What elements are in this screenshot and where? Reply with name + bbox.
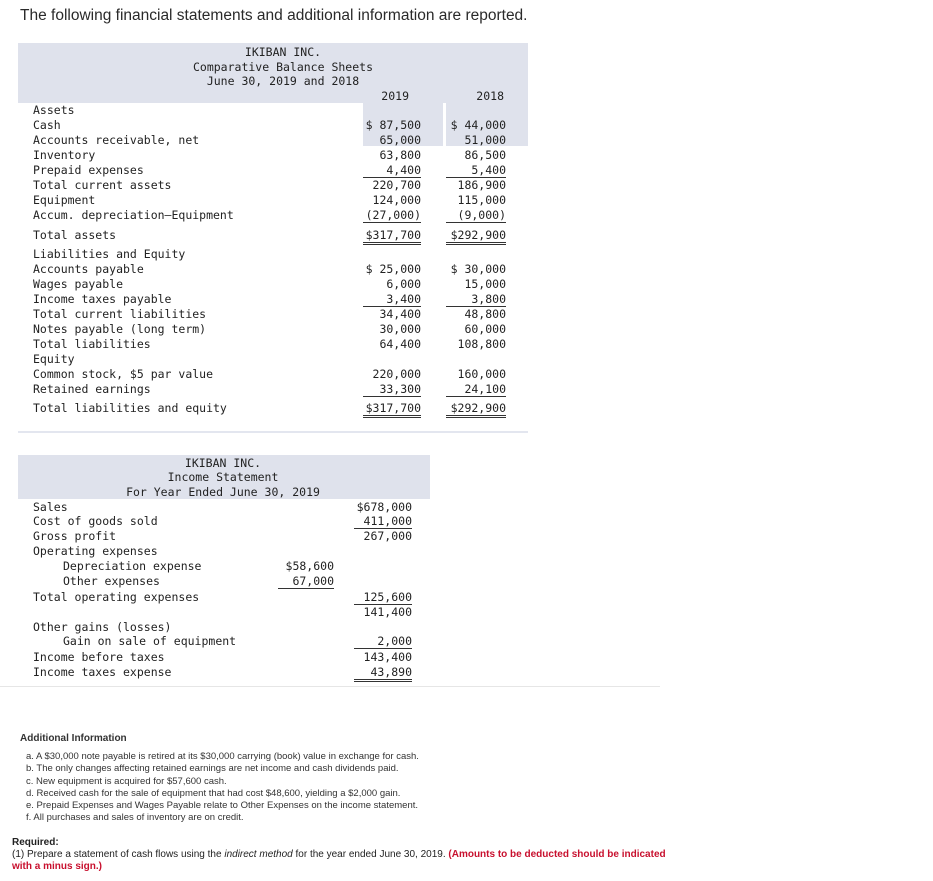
- balance-sheet-value-2018: 86,500: [464, 148, 506, 162]
- additional-info-item: b. The only changes affecting retained earnings are net income and cash dividends paid.: [26, 763, 399, 775]
- indirect-method-text: indirect method: [224, 849, 293, 860]
- intro-text: The following financial statements and additional information are reported.: [20, 7, 528, 24]
- minus-sign-note: (Amounts to be deducted should be indicated with a minus sign.): [12, 849, 666, 872]
- balance-sheet-row-label: Assets: [33, 103, 75, 117]
- balance-sheet-row-label: Equipment: [33, 193, 96, 207]
- required-instruction: [12, 849, 672, 873]
- income-statement-inner-value: 67,000: [278, 574, 334, 589]
- balance-sheet-row-label: Total current assets: [33, 178, 172, 192]
- required-part1: (1) Prepare a statement of cash flows using the: [12, 849, 225, 860]
- balance-sheet-value-2018: 48,800: [464, 307, 506, 321]
- income-statement-total-value: 2,000: [354, 634, 412, 649]
- balance-sheet-value-2019: 124,000: [372, 193, 421, 207]
- income-statement-total-value: 141,400: [363, 605, 412, 619]
- income-statement-inner-value: $58,600: [285, 559, 334, 573]
- balance-sheet-value-2019: 3,400: [363, 292, 421, 307]
- balance-sheet-row-label: Total liabilities and equity: [33, 401, 227, 415]
- income-statement-total-value: 267,000: [363, 529, 412, 543]
- balance-sheet-company: IKIBAN INC.: [244, 45, 322, 59]
- balance-sheet-value-2019: 63,800: [379, 148, 421, 162]
- balance-sheet-row-label: Wages payable: [33, 277, 124, 291]
- balance-sheet-value-2018: $ 44,000: [450, 118, 506, 132]
- balance-sheet-row-label: Income taxes payable: [33, 292, 172, 306]
- required-heading: Required:: [12, 837, 59, 848]
- balance-sheet-value-2019: 4,400: [363, 163, 421, 178]
- balance-sheet-value-2018: 51,000: [464, 133, 506, 147]
- required-section: [12, 837, 672, 873]
- balance-sheet-row-label: Common stock, $5 par value: [33, 367, 214, 381]
- balance-sheet-value-2019: 33,300: [363, 382, 421, 397]
- income-statement-total-value: 125,600: [354, 590, 412, 605]
- balance-sheet: [18, 43, 528, 433]
- income-statement-row-label: Depreciation expense: [63, 559, 202, 573]
- balance-sheet-value-2018: 15,000: [464, 277, 506, 291]
- balance-sheet-row-label: Retained earnings: [33, 382, 151, 396]
- income-statement: [18, 455, 430, 685]
- balance-sheet-row-label: Total current liabilities: [33, 307, 207, 321]
- balance-sheet-row-label: Accounts receivable, net: [33, 133, 200, 147]
- income-statement-row-label: Sales: [33, 500, 68, 514]
- balance-sheet-row-label: Total liabilities: [33, 337, 151, 351]
- additional-info-item: f. All purchases and sales of inventory are on credit.: [26, 812, 244, 824]
- balance-sheet-value-2019: $ 87,500: [365, 118, 421, 132]
- required-part2: for the year ended June 30, 2019.: [292, 849, 449, 860]
- balance-sheet-value-2018: (9,000): [446, 208, 506, 223]
- income-statement-title: Income Statement: [167, 470, 279, 484]
- income-statement-row-label: Other gains (losses): [33, 620, 172, 634]
- income-statement-total-value: 143,400: [363, 650, 412, 664]
- balance-sheet-value-2018: 186,900: [457, 178, 506, 192]
- balance-sheet-row-label: Total assets: [33, 228, 117, 242]
- income-statement-period: For Year Ended June 30, 2019: [126, 485, 320, 499]
- balance-sheet-date: June 30, 2019 and 2018: [206, 74, 360, 88]
- balance-sheet-value-2018: 5,400: [446, 163, 506, 178]
- balance-sheet-value-2019: 220,700: [372, 178, 421, 192]
- balance-sheet-value-2019: 6,000: [386, 277, 421, 291]
- income-statement-row-label: Total operating expenses: [33, 590, 200, 604]
- additional-info-item: d. Received cash for the sale of equipment that had cost $48,600, yielding a $2,000 gain.: [26, 787, 401, 799]
- income-statement-total-value: 411,000: [354, 514, 412, 529]
- balance-sheet-row-label: Cash: [33, 118, 61, 132]
- balance-sheet-value-2019: 34,400: [379, 307, 421, 321]
- balance-sheet-value-2019: $317,700: [363, 228, 421, 245]
- balance-sheet-value-2018: 115,000: [457, 193, 506, 207]
- balance-sheet-row-label: Inventory: [33, 148, 96, 162]
- balance-sheet-row-label: Accum. depreciation—Equipment: [33, 208, 234, 222]
- balance-sheet-value-2018: 160,000: [457, 367, 506, 381]
- income-statement-row-label: Other expenses: [63, 574, 160, 588]
- balance-sheet-title: Comparative Balance Sheets: [192, 60, 373, 74]
- balance-sheet-value-2019: 30,000: [379, 322, 421, 336]
- balance-sheet-value-2019: (27,000): [363, 208, 421, 223]
- balance-sheet-row-label: Liabilities and Equity: [33, 247, 186, 261]
- income-statement-row-label: Gross profit: [33, 529, 117, 543]
- income-statement-row-label: Cost of goods sold: [33, 514, 158, 528]
- balance-sheet-value-2019: $ 25,000: [365, 262, 421, 276]
- balance-sheet-row-label: Equity: [33, 352, 75, 366]
- balance-sheet-value-2018: 3,800: [446, 292, 506, 307]
- balance-sheet-value-2018: $ 30,000: [450, 262, 506, 276]
- income-statement-row-label: Income taxes expense: [33, 665, 172, 679]
- column-header-2019: 2019: [381, 89, 409, 103]
- column-header-2018: 2018: [476, 89, 504, 103]
- income-statement-row-label: Gain on sale of equipment: [63, 634, 237, 648]
- balance-sheet-value-2019: 65,000: [379, 133, 421, 147]
- balance-sheet-value-2018: 60,000: [464, 322, 506, 336]
- balance-sheet-row-label: Accounts payable: [33, 262, 144, 276]
- balance-sheet-value-2018: $292,900: [446, 401, 506, 418]
- additional-info-item: a. A $30,000 note payable is retired at its $30,000 carrying (book) value in exchange for cash.: [26, 751, 419, 762]
- balance-sheet-value-2019: $317,700: [363, 401, 421, 418]
- balance-sheet-value-2019: 220,000: [372, 367, 421, 381]
- income-statement-company: IKIBAN INC.: [184, 456, 262, 470]
- income-statement-row-label: Operating expenses: [33, 544, 158, 558]
- balance-sheet-value-2018: 108,800: [457, 337, 506, 351]
- additional-information: [20, 733, 720, 825]
- income-statement-total-value: $678,000: [356, 500, 412, 514]
- additional-info-item: c. New equipment is acquired for $57,600 cash.: [26, 775, 227, 787]
- additional-information-heading: Additional Information: [20, 733, 127, 744]
- balance-sheet-value-2018: $292,900: [446, 228, 506, 245]
- balance-sheet-value-2018: 24,100: [446, 382, 506, 397]
- section-divider: [0, 686, 660, 687]
- income-statement-row-label: Income before taxes: [33, 650, 165, 664]
- balance-sheet-value-2019: 64,400: [379, 337, 421, 351]
- additional-info-item: e. Prepaid Expenses and Wages Payable relate to Other Expenses on the income statement.: [26, 800, 419, 812]
- balance-sheet-row-label: Prepaid expenses: [33, 163, 144, 177]
- balance-sheet-row-label: Notes payable (long term): [33, 322, 207, 336]
- income-statement-total-value: 43,890: [354, 665, 412, 682]
